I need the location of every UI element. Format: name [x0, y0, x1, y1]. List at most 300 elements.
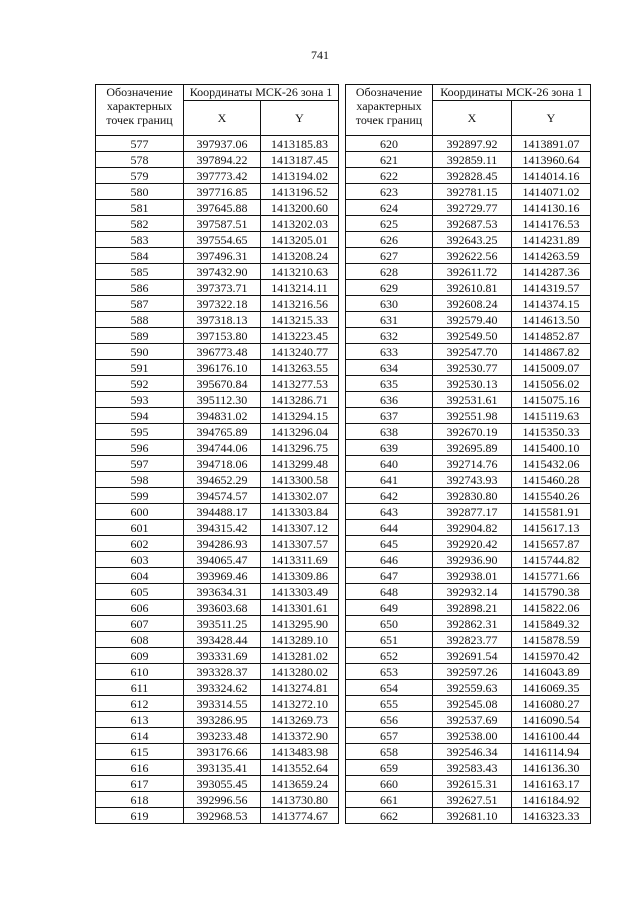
y-coordinate-cell: 1413303.49 [261, 584, 339, 600]
y-coordinate-cell: 1414287.36 [512, 264, 591, 280]
table-row [96, 776, 339, 792]
x-coordinate-cell: 394718.06 [184, 456, 261, 472]
point-number-cell: 594 [96, 408, 184, 424]
x-coordinate-cell: 392714.76 [433, 456, 512, 472]
point-number-cell: 657 [346, 728, 433, 744]
table-row [96, 408, 339, 424]
point-number-cell: 609 [96, 648, 184, 664]
y-coordinate-cell: 1413659.24 [261, 776, 339, 792]
table-row [96, 744, 339, 760]
y-coordinate-cell: 1416080.27 [512, 696, 591, 712]
x-coordinate-cell: 392968.53 [184, 808, 261, 824]
y-coordinate-cell: 1413215.33 [261, 312, 339, 328]
y-coordinate-cell: 1415744.82 [512, 552, 591, 568]
table-row [96, 648, 339, 664]
x-coordinate-cell: 397716.85 [184, 184, 261, 200]
x-coordinate-cell: 392546.34 [433, 744, 512, 760]
y-coordinate-cell: 1413216.56 [261, 296, 339, 312]
x-coordinate-cell: 394652.29 [184, 472, 261, 488]
table-row [346, 568, 591, 584]
point-number-cell: 648 [346, 584, 433, 600]
table-row [96, 296, 339, 312]
y-coordinate-cell: 1415056.02 [512, 376, 591, 392]
y-coordinate-cell: 1413309.86 [261, 568, 339, 584]
x-coordinate-cell: 392530.77 [433, 360, 512, 376]
y-coordinate-cell: 1415771.66 [512, 568, 591, 584]
y-coordinate-cell: 1415075.16 [512, 392, 591, 408]
point-number-cell: 587 [96, 296, 184, 312]
point-number-cell: 641 [346, 472, 433, 488]
point-number-cell: 600 [96, 504, 184, 520]
table-row [96, 552, 339, 568]
table-row [96, 392, 339, 408]
header-y: Y [512, 101, 591, 136]
x-coordinate-cell: 397322.18 [184, 296, 261, 312]
table-row [346, 184, 591, 200]
coordinates-table-left [95, 84, 339, 824]
point-number-cell: 642 [346, 488, 433, 504]
point-number-cell: 643 [346, 504, 433, 520]
point-number-cell: 626 [346, 232, 433, 248]
table-row [346, 136, 591, 152]
y-coordinate-cell: 1415540.26 [512, 488, 591, 504]
x-coordinate-cell: 392549.50 [433, 328, 512, 344]
x-coordinate-cell: 397773.42 [184, 168, 261, 184]
x-coordinate-cell: 393176.66 [184, 744, 261, 760]
y-coordinate-cell: 1413303.84 [261, 504, 339, 520]
x-coordinate-cell: 393511.25 [184, 616, 261, 632]
y-coordinate-cell: 1413286.71 [261, 392, 339, 408]
point-number-cell: 606 [96, 600, 184, 616]
x-coordinate-cell: 392530.13 [433, 376, 512, 392]
point-number-cell: 656 [346, 712, 433, 728]
table-row [346, 296, 591, 312]
x-coordinate-cell: 395670.84 [184, 376, 261, 392]
y-coordinate-cell: 1413223.45 [261, 328, 339, 344]
table-row [346, 328, 591, 344]
table-row [346, 312, 591, 328]
point-number-cell: 586 [96, 280, 184, 296]
header-x: X [433, 101, 512, 136]
table-row [346, 168, 591, 184]
point-number-cell: 599 [96, 488, 184, 504]
point-number-cell: 579 [96, 168, 184, 184]
x-coordinate-cell: 394065.47 [184, 552, 261, 568]
point-number-cell: 602 [96, 536, 184, 552]
header-coordinate-system: Координаты МСК-26 зона 1 [433, 85, 591, 101]
y-coordinate-cell: 1413301.61 [261, 600, 339, 616]
point-number-cell: 630 [346, 296, 433, 312]
x-coordinate-cell: 394831.02 [184, 408, 261, 424]
point-number-cell: 646 [346, 552, 433, 568]
x-coordinate-cell: 392615.31 [433, 776, 512, 792]
table-row [346, 792, 591, 808]
point-number-cell: 650 [346, 616, 433, 632]
point-number-cell: 593 [96, 392, 184, 408]
table-row [346, 152, 591, 168]
y-coordinate-cell: 1415970.42 [512, 648, 591, 664]
x-coordinate-cell: 393328.37 [184, 664, 261, 680]
y-coordinate-cell: 1413311.69 [261, 552, 339, 568]
table-row [346, 376, 591, 392]
table-row [346, 776, 591, 792]
y-coordinate-cell: 1413300.58 [261, 472, 339, 488]
y-coordinate-cell: 1413296.75 [261, 440, 339, 456]
x-coordinate-cell: 393428.44 [184, 632, 261, 648]
table-row [96, 520, 339, 536]
table-row [346, 232, 591, 248]
table-row [346, 472, 591, 488]
point-number-cell: 580 [96, 184, 184, 200]
header-point-designation: Обозначение характерных точек границ [346, 85, 433, 136]
y-coordinate-cell: 1415400.10 [512, 440, 591, 456]
x-coordinate-cell: 393135.41 [184, 760, 261, 776]
x-coordinate-cell: 392932.14 [433, 584, 512, 600]
table-row [346, 280, 591, 296]
y-coordinate-cell: 1415432.06 [512, 456, 591, 472]
table-row [346, 456, 591, 472]
x-coordinate-cell: 392743.93 [433, 472, 512, 488]
point-number-cell: 598 [96, 472, 184, 488]
y-coordinate-cell: 1413372.90 [261, 728, 339, 744]
y-coordinate-cell: 1416136.30 [512, 760, 591, 776]
point-number-cell: 631 [346, 312, 433, 328]
x-coordinate-cell: 392904.82 [433, 520, 512, 536]
y-coordinate-cell: 1416184.92 [512, 792, 591, 808]
point-number-cell: 612 [96, 696, 184, 712]
point-number-cell: 651 [346, 632, 433, 648]
x-coordinate-cell: 392627.51 [433, 792, 512, 808]
table-row [96, 632, 339, 648]
y-coordinate-cell: 1413891.07 [512, 136, 591, 152]
table-row [96, 664, 339, 680]
point-number-cell: 655 [346, 696, 433, 712]
x-coordinate-cell: 397432.90 [184, 264, 261, 280]
x-coordinate-cell: 397587.51 [184, 216, 261, 232]
point-number-cell: 611 [96, 680, 184, 696]
y-coordinate-cell: 1413205.01 [261, 232, 339, 248]
x-coordinate-cell: 392670.19 [433, 424, 512, 440]
point-number-cell: 653 [346, 664, 433, 680]
x-coordinate-cell: 392830.80 [433, 488, 512, 504]
point-number-cell: 615 [96, 744, 184, 760]
y-coordinate-cell: 1414613.50 [512, 312, 591, 328]
x-coordinate-cell: 394744.06 [184, 440, 261, 456]
point-number-cell: 616 [96, 760, 184, 776]
table-row [96, 360, 339, 376]
point-number-cell: 603 [96, 552, 184, 568]
x-coordinate-cell: 392996.56 [184, 792, 261, 808]
point-number-cell: 601 [96, 520, 184, 536]
table-row [96, 424, 339, 440]
table-row [96, 344, 339, 360]
y-coordinate-cell: 1413307.57 [261, 536, 339, 552]
point-number-cell: 645 [346, 536, 433, 552]
x-coordinate-cell: 393055.45 [184, 776, 261, 792]
y-coordinate-cell: 1413552.64 [261, 760, 339, 776]
y-coordinate-cell: 1413194.02 [261, 168, 339, 184]
y-coordinate-cell: 1413307.12 [261, 520, 339, 536]
y-coordinate-cell: 1414867.82 [512, 344, 591, 360]
point-number-cell: 662 [346, 808, 433, 824]
point-number-cell: 595 [96, 424, 184, 440]
table-row [346, 216, 591, 232]
table-row [346, 808, 591, 824]
table-row [346, 488, 591, 504]
x-coordinate-cell: 392859.11 [433, 152, 512, 168]
x-coordinate-cell: 392551.98 [433, 408, 512, 424]
table-row [96, 440, 339, 456]
table-row [346, 392, 591, 408]
table-row [346, 744, 591, 760]
y-coordinate-cell: 1413289.10 [261, 632, 339, 648]
point-number-cell: 596 [96, 440, 184, 456]
point-number-cell: 632 [346, 328, 433, 344]
y-coordinate-cell: 1413274.81 [261, 680, 339, 696]
point-number-cell: 617 [96, 776, 184, 792]
y-coordinate-cell: 1415460.28 [512, 472, 591, 488]
table-row [346, 408, 591, 424]
header-coordinate-system: Координаты МСК-26 зона 1 [184, 85, 339, 101]
x-coordinate-cell: 392898.21 [433, 600, 512, 616]
x-coordinate-cell: 392729.77 [433, 200, 512, 216]
x-coordinate-cell: 397153.80 [184, 328, 261, 344]
x-coordinate-cell: 392622.56 [433, 248, 512, 264]
point-number-cell: 592 [96, 376, 184, 392]
point-number-cell: 659 [346, 760, 433, 776]
table-row [96, 536, 339, 552]
table-row [346, 600, 591, 616]
point-number-cell: 649 [346, 600, 433, 616]
table-row [346, 712, 591, 728]
point-number-cell: 637 [346, 408, 433, 424]
table-row [96, 760, 339, 776]
x-coordinate-cell: 392547.70 [433, 344, 512, 360]
table-row [96, 136, 339, 152]
table-row [346, 360, 591, 376]
table-row [96, 472, 339, 488]
point-number-cell: 639 [346, 440, 433, 456]
point-number-cell: 621 [346, 152, 433, 168]
x-coordinate-cell: 397554.65 [184, 232, 261, 248]
point-number-cell: 634 [346, 360, 433, 376]
point-number-cell: 658 [346, 744, 433, 760]
x-coordinate-cell: 392781.15 [433, 184, 512, 200]
point-number-cell: 636 [346, 392, 433, 408]
point-number-cell: 607 [96, 616, 184, 632]
table-row [96, 152, 339, 168]
x-coordinate-cell: 397937.06 [184, 136, 261, 152]
point-number-cell: 620 [346, 136, 433, 152]
table-row [346, 680, 591, 696]
y-coordinate-cell: 1414319.57 [512, 280, 591, 296]
x-coordinate-cell: 394286.93 [184, 536, 261, 552]
table-row [96, 696, 339, 712]
table-row [96, 232, 339, 248]
y-coordinate-cell: 1414130.16 [512, 200, 591, 216]
y-coordinate-cell: 1413483.98 [261, 744, 339, 760]
point-number-cell: 644 [346, 520, 433, 536]
x-coordinate-cell: 393969.46 [184, 568, 261, 584]
x-coordinate-cell: 393603.68 [184, 600, 261, 616]
point-number-cell: 585 [96, 264, 184, 280]
table-row [346, 344, 591, 360]
y-coordinate-cell: 1414071.02 [512, 184, 591, 200]
table-row [96, 712, 339, 728]
table-row [346, 200, 591, 216]
table-row [96, 264, 339, 280]
y-coordinate-cell: 1416114.94 [512, 744, 591, 760]
point-number-cell: 613 [96, 712, 184, 728]
x-coordinate-cell: 392691.54 [433, 648, 512, 664]
point-number-cell: 625 [346, 216, 433, 232]
table-row [96, 808, 339, 824]
y-coordinate-cell: 1413277.53 [261, 376, 339, 392]
table-row [96, 216, 339, 232]
y-coordinate-cell: 1414231.89 [512, 232, 591, 248]
y-coordinate-cell: 1416043.89 [512, 664, 591, 680]
x-coordinate-cell: 392936.90 [433, 552, 512, 568]
point-number-cell: 610 [96, 664, 184, 680]
point-number-cell: 638 [346, 424, 433, 440]
table-row [346, 728, 591, 744]
table-row [96, 600, 339, 616]
table-row [96, 504, 339, 520]
point-number-cell: 584 [96, 248, 184, 264]
x-coordinate-cell: 392695.89 [433, 440, 512, 456]
table-row [346, 504, 591, 520]
x-coordinate-cell: 392862.31 [433, 616, 512, 632]
y-coordinate-cell: 1413295.90 [261, 616, 339, 632]
y-coordinate-cell: 1413960.64 [512, 152, 591, 168]
y-coordinate-cell: 1415878.59 [512, 632, 591, 648]
x-coordinate-cell: 396773.48 [184, 344, 261, 360]
table-row [346, 264, 591, 280]
table-row [346, 616, 591, 632]
point-number-cell: 652 [346, 648, 433, 664]
table-row [346, 584, 591, 600]
table-row [96, 248, 339, 264]
y-coordinate-cell: 1413214.11 [261, 280, 339, 296]
x-coordinate-cell: 392877.17 [433, 504, 512, 520]
point-number-cell: 581 [96, 200, 184, 216]
table-row [96, 312, 339, 328]
y-coordinate-cell: 1414014.16 [512, 168, 591, 184]
point-number-cell: 614 [96, 728, 184, 744]
point-number-cell: 623 [346, 184, 433, 200]
table-row [96, 456, 339, 472]
x-coordinate-cell: 392643.25 [433, 232, 512, 248]
x-coordinate-cell: 392681.10 [433, 808, 512, 824]
x-coordinate-cell: 397318.13 [184, 312, 261, 328]
x-coordinate-cell: 392583.43 [433, 760, 512, 776]
x-coordinate-cell: 392559.63 [433, 680, 512, 696]
point-number-cell: 618 [96, 792, 184, 808]
x-coordinate-cell: 393286.95 [184, 712, 261, 728]
y-coordinate-cell: 1413302.07 [261, 488, 339, 504]
x-coordinate-cell: 395112.30 [184, 392, 261, 408]
x-coordinate-cell: 393233.48 [184, 728, 261, 744]
x-coordinate-cell: 392597.26 [433, 664, 512, 680]
x-coordinate-cell: 392897.92 [433, 136, 512, 152]
y-coordinate-cell: 1413272.10 [261, 696, 339, 712]
y-coordinate-cell: 1413294.15 [261, 408, 339, 424]
x-coordinate-cell: 397496.31 [184, 248, 261, 264]
point-number-cell: 619 [96, 808, 184, 824]
table-body-left [96, 136, 339, 824]
x-coordinate-cell: 392920.42 [433, 536, 512, 552]
point-number-cell: 588 [96, 312, 184, 328]
y-coordinate-cell: 1413210.63 [261, 264, 339, 280]
x-coordinate-cell: 392823.77 [433, 632, 512, 648]
point-number-cell: 654 [346, 680, 433, 696]
table-row [346, 696, 591, 712]
table-row [346, 552, 591, 568]
y-coordinate-cell: 1413296.04 [261, 424, 339, 440]
y-coordinate-cell: 1416100.44 [512, 728, 591, 744]
x-coordinate-cell: 396176.10 [184, 360, 261, 376]
table-row [346, 632, 591, 648]
table-row [96, 616, 339, 632]
y-coordinate-cell: 1414176.53 [512, 216, 591, 232]
x-coordinate-cell: 392545.08 [433, 696, 512, 712]
x-coordinate-cell: 393324.62 [184, 680, 261, 696]
page-number: 741 [311, 48, 329, 62]
y-coordinate-cell: 1415009.07 [512, 360, 591, 376]
y-coordinate-cell: 1413200.60 [261, 200, 339, 216]
table-row [346, 760, 591, 776]
x-coordinate-cell: 392611.72 [433, 264, 512, 280]
y-coordinate-cell: 1413185.83 [261, 136, 339, 152]
table-row [96, 328, 339, 344]
point-number-cell: 590 [96, 344, 184, 360]
x-coordinate-cell: 393634.31 [184, 584, 261, 600]
x-coordinate-cell: 397373.71 [184, 280, 261, 296]
y-coordinate-cell: 1413280.02 [261, 664, 339, 680]
x-coordinate-cell: 392938.01 [433, 568, 512, 584]
x-coordinate-cell: 394574.57 [184, 488, 261, 504]
table-row [346, 664, 591, 680]
y-coordinate-cell: 1415822.06 [512, 600, 591, 616]
y-coordinate-cell: 1414852.87 [512, 328, 591, 344]
table-row [96, 728, 339, 744]
point-number-cell: 628 [346, 264, 433, 280]
table-row [96, 680, 339, 696]
x-coordinate-cell: 394315.42 [184, 520, 261, 536]
point-number-cell: 624 [346, 200, 433, 216]
point-number-cell: 589 [96, 328, 184, 344]
point-number-cell: 622 [346, 168, 433, 184]
y-coordinate-cell: 1414374.15 [512, 296, 591, 312]
point-number-cell: 608 [96, 632, 184, 648]
point-number-cell: 605 [96, 584, 184, 600]
table-row [96, 184, 339, 200]
table-row [96, 280, 339, 296]
coordinates-table-right [345, 84, 591, 824]
table-row [346, 248, 591, 264]
table-row [96, 200, 339, 216]
y-coordinate-cell: 1413240.77 [261, 344, 339, 360]
y-coordinate-cell: 1415790.38 [512, 584, 591, 600]
table-row [346, 424, 591, 440]
table-row [346, 536, 591, 552]
table-row [96, 376, 339, 392]
x-coordinate-cell: 392531.61 [433, 392, 512, 408]
y-coordinate-cell: 1415119.63 [512, 408, 591, 424]
table-row [346, 520, 591, 536]
y-coordinate-cell: 1413281.02 [261, 648, 339, 664]
x-coordinate-cell: 392687.53 [433, 216, 512, 232]
